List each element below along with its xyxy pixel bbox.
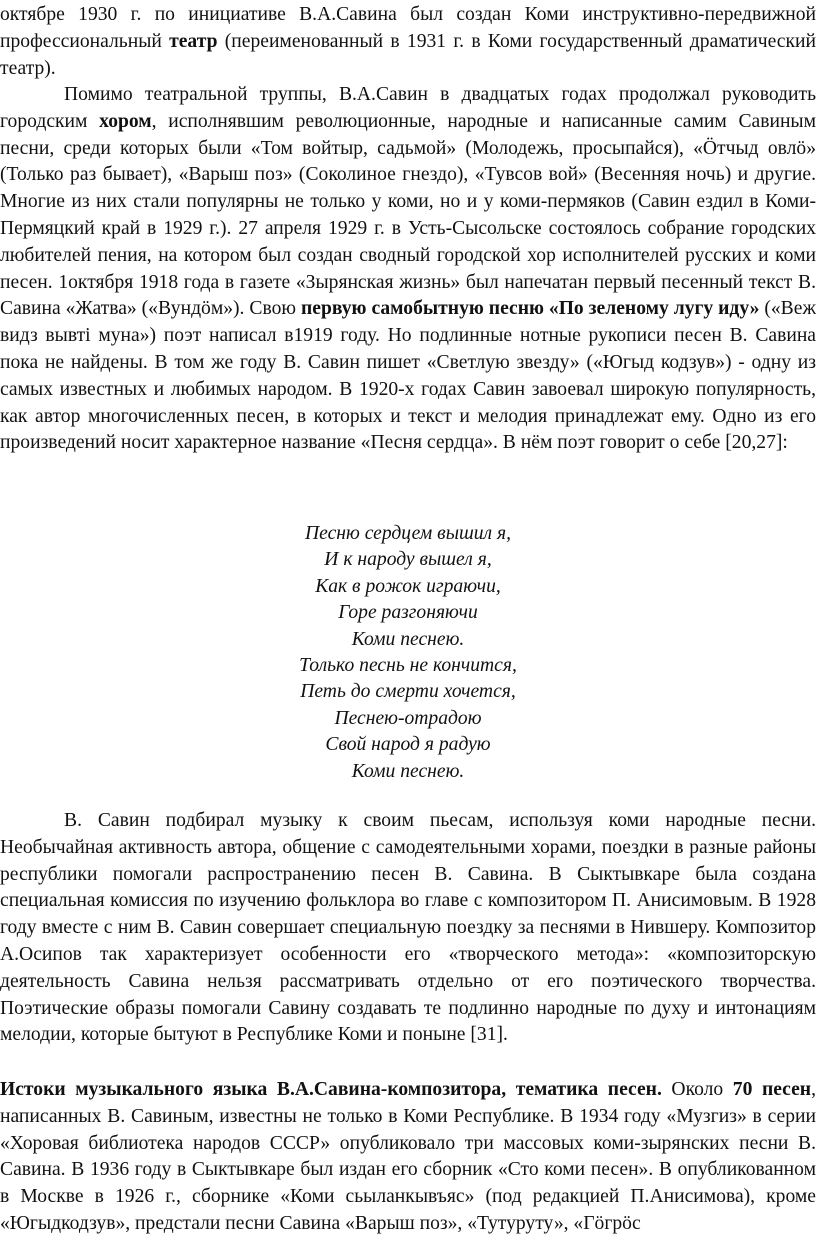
poem-line: И к народу вышел я, — [324, 549, 492, 571]
paragraph-theatre — [0, 2, 816, 82]
bold-section-heading: Истоки музыкального языка В.А.Савина-композитора, тематика песен. — [0, 1079, 662, 1100]
paragraph-music-selection — [0, 808, 816, 1049]
text-run: В. Савин подбирал музыку к своим пьесам, используя коми народные песни. Необычайная активность автора, общение с самодеятельными хорами, поездки в разные районы республики помогали распространению песен В. Савина. В Сыктывкаре была создана специальная комиссия по изучению фольклора во главе с композитором П. Анисимовым. В 1928 году вместе с ним В. Савин совершает специальную поездку за песнями в Нившеру. Композитор А.Осипов так характеризует особенности его «творческого метода»: «композиторскую деятельность Савина нельзя рассматривать отдельно от его поэтического творчества. Поэтические образы помогали Савину создавать те подлинно народные по духу и интонациям мелодии, которые бытуют в Республике Коми и поныне [31]. — [0, 810, 816, 1046]
poem-line: Только песнь не кончится, — [299, 654, 517, 676]
poem-line: Свой народ я радую — [325, 734, 491, 756]
text-run: октябре 1930 г. по инициативе В.А.Савина был создан Коми инструктивно-передвижной профессиональный — [0, 4, 816, 52]
bold-term-choir: хором — [99, 110, 152, 132]
poem-line: Песнею-отрадою — [334, 707, 482, 729]
text-run: , написанных В. Савиным, известны не только в Коми Республике. В 1934 году «Музгиз» в серии «Хоровая библиотека народов СССР» опубликовало три массовых коми-зырянских песни В. Савина. В 1936 году в Сыктывкаре был издан его сборник «Сто коми песен». В опубликованном в Москве в 1926 г., сборнике «Коми сьыланкывъяс» (под редакцией П.Анисимова), кроме «Югыдкодзув», предстали песни Савина «Варыш поз», «Тутуруту», «Гöгрöс — [0, 1079, 816, 1234]
paragraph-musical-language — [0, 1077, 816, 1238]
poem-line: Петь до смерти хочется, — [300, 681, 516, 703]
bold-song-count: 70 песен — [732, 1079, 812, 1100]
poem-song-of-heart — [0, 521, 816, 785]
text-run: (переименованный в 1931 г. в Коми государственный драматический театр). — [0, 30, 816, 79]
bold-first-song: первую самобытную песню «По зеленому лугу иду» — [300, 298, 760, 320]
poem-line: Коми песнею. — [351, 628, 465, 650]
text-run: Помимо театральной труппы, В.А.Савин в двадцатых годах продолжал руководить городским — [0, 84, 816, 132]
poem-line: Песню сердцем вышил я, — [304, 523, 511, 544]
poem-line: Коми песнею. — [351, 760, 465, 782]
paragraph-choir — [0, 82, 816, 457]
poem-line: Как в рожок играючи, — [315, 575, 501, 597]
text-run: , исполнявшим революционные, народные и написанные самим Савиным песни, среди которых были «Том войтыр, садьмой» (Молодежь, просыпайся), «Öтчыд овлö» (Только раз бывает), «Варыш поз» (Соколиное гнездо), «Тувсов вой» (Весенняя ночь) и другие. Многие из них стали популярны не только у коми, но и у коми-пермяков (Савин ездил в Коми-Пермяцкий край в 1929 г.). 27 апреля 1929 г. в Усть-Сысольске состоялось собрание городских любителей пения, на котором был создан сводный городской хор исполнителей русских и коми песен. 1октября 1918 года в газете «Зырянская жизнь» был напечатан первый песенный текст В. Савина «Жатва» («Вундöм»). Свою — [0, 110, 816, 320]
text-run: Около — [661, 1079, 733, 1100]
poem-line: Горе разгоняючи — [338, 602, 478, 624]
text-run: («Веж видз вывтi муна») поэт написал в1919 году. Но подлинные нотные рукописи песен В. Савина пока не найдены. В том же году В. Савин пишет «Светлую звезду» («Югыд кодзув») - одну из самых известных и любимых народом. В 1920-х годах Савин завоевал широкую популярность, как автор многочисленных песен, в которых и текст и мелодия принадлежат ему. Одно из его произведений носит характерное название «Песня сердца». В нём поэт говорит о себе [20,27]: — [0, 298, 816, 454]
bold-term-theatre: театр — [169, 30, 218, 52]
